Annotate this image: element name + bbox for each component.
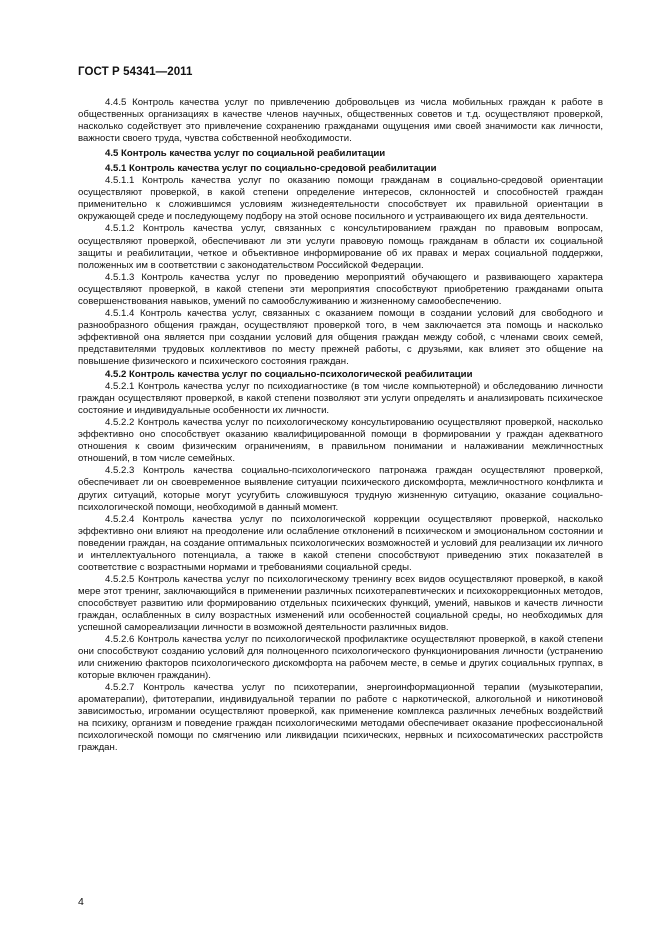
paragraph-4-5-1-4: 4.5.1.4 Контроль качества услуг, связанных с оказанием помощи в создании условий для свободного и разнообразного общения граждан, осуществляют проверкой того, в чем заключается эта помощь и насколько эффективной она является при создании условий для общения граждан между собой, с членами своих семей, представителями трудовых коллективов по месту прежней работы, с друзьями, как влияет это общение на повышение физического и психического состояния граждан. [78, 307, 603, 367]
document-body [78, 94, 603, 755]
paragraph-4-5-2-5: 4.5.2.5 Контроль качества услуг по психологическому тренингу всех видов осуществляют проверкой, в какой мере этот тренинг, заключающийся в применении различных психотерапевтических и психокоррекционных методов, способствует развитию или формированию отдельных психических функций, умений, навыков и качеств личности граждан, ослабленных в силу возрастных изменений или особенностей социальной среды, но необходимых для успешной самореализации личности в возможной деятельности различных видов. [78, 573, 603, 634]
paragraph-4-5-1-1: 4.5.1.1 Контроль качества услуг по оказанию помощи гражданам в социально-средовой ориентации осуществляют проверкой, в какой степени определение интересов, склонностей и способностей граждан применительно к сложившимся условиям жизнедеятельности способствует их правильной ориентации в окружающей среде и последующему подбору на этой основе посильного и устраивающего их вида деятельности. [78, 175, 603, 223]
subsection-heading-4-5-1: 4.5.1 Контроль качества услуг по социально-средовой реабилитации [105, 163, 437, 175]
paragraph-4-4-5: 4.4.5 Контроль качества услуг по привлечению добровольцев из числа мобильных граждан к работе в общественных организациях в качестве членов научных, общественных советов и т.д. осуществляют проверкой, насколько содействует это привлечение сохранению гражданами ощущения ими своей значимости как личности, важности своего труда, чувства собственной необходимости. [78, 97, 603, 145]
paragraph-4-5-1-2: 4.5.1.2 Контроль качества услуг, связанных с консультированием граждан по правовым вопросам, осуществляют проверкой, обеспечивают ли эти услуги правовую помощь гражданам в области их социальной защиты и реабилитации, четкое и объективное информирование об их правах и мерах социальной поддержки, положенных им в соответствии с законодательством Российской Федерации. [78, 223, 603, 271]
paragraph-4-5-1-3: 4.5.1.3 Контроль качества услуг по проведению мероприятий обучающего и развивающего характера осуществляют проверкой, в какой степени эти мероприятия способствуют приобретению гражданами опыта совершенствования навыков, умений по самообслуживанию и жизненному самообеспечению. [78, 271, 603, 307]
paragraph-4-5-2-1: 4.5.2.1 Контроль качества услуг по психодиагностике (в том числе компьютерной) и обследованию личности граждан осуществляют проверкой, в какой степени позволяют эти услуги определять и анализировать психическое состояние и индивидуальные особенности их личности. [78, 381, 603, 417]
page-number: 4 [78, 896, 84, 908]
paragraph-4-5-2-7: 4.5.2.7 Контроль качества услуг по психотерапии, энергоинформационной терапии (музыкотерапии, ароматерапии), фитотерапии, индивидуальной терапии по работе с наркотической, алкогольной и никотиновой зависимостью, игромании осуществляют проверкой, как применение комплекса различных лечебных воздействий на психику, организм и поведение граждан психологическими методами обеспечивает оказание профессиональной психологической помощи по смягчению или ликвидации психических, нервных и психосоматических расстройств граждан. [78, 682, 603, 754]
paragraph-4-5-2-6: 4.5.2.6 Контроль качества услуг по психологической профилактике осуществляют проверкой, в какой степени они способствуют созданию условий для полноценного психологического функционирования личности (устранению или снижению факторов психологического дискомфорта на рабочем месте, в семье и других социальных группах, в которые включен гражданин). [78, 634, 603, 682]
subsection-heading-4-5-2: 4.5.2 Контроль качества услуг по социально-психологической реабилитации [105, 369, 473, 381]
paragraph-4-5-2-4: 4.5.2.4 Контроль качества услуг по психологической коррекции осуществляют проверкой, насколько эффективно они влияют на преодоление или ослабление отклонений в психическом и эмоциональном состоянии и поведении граждан, на создание оптимальных психологических возможностей и условий для реализации их личного и интеллектуального потенциала, а также в какой степени способствуют приведению этих показателей в соответствие с возрастными нормами и требованиями социальной среды. [78, 513, 603, 573]
paragraph-4-5-2-2: 4.5.2.2 Контроль качества услуг по психологическому консультированию осуществляют проверкой, насколько эффективно оно способствует оказанию квалифицированной помощи в формировании у граждан адекватного отношения к своим физическим ограничениям, в правильном понимании и налаживании межличностных отношений, в том числе семейных. [78, 417, 603, 465]
document-header: ГОСТ Р 54341—2011 [78, 66, 193, 78]
section-heading-4-5: 4.5 Контроль качества услуг по социальной реабилитации [105, 148, 386, 160]
paragraph-4-5-2-3: 4.5.2.3 Контроль качества социально-психологического патронажа граждан осуществляют проверкой, обеспечивает ли он своевременное выявление ситуации психического дискомфорта, межличностного конфликта и других ситуаций, которые могут усугубить сложившуюся трудную жизненную ситуацию, оказание социально-психологической помощи, необходимой в данный момент. [78, 465, 603, 513]
